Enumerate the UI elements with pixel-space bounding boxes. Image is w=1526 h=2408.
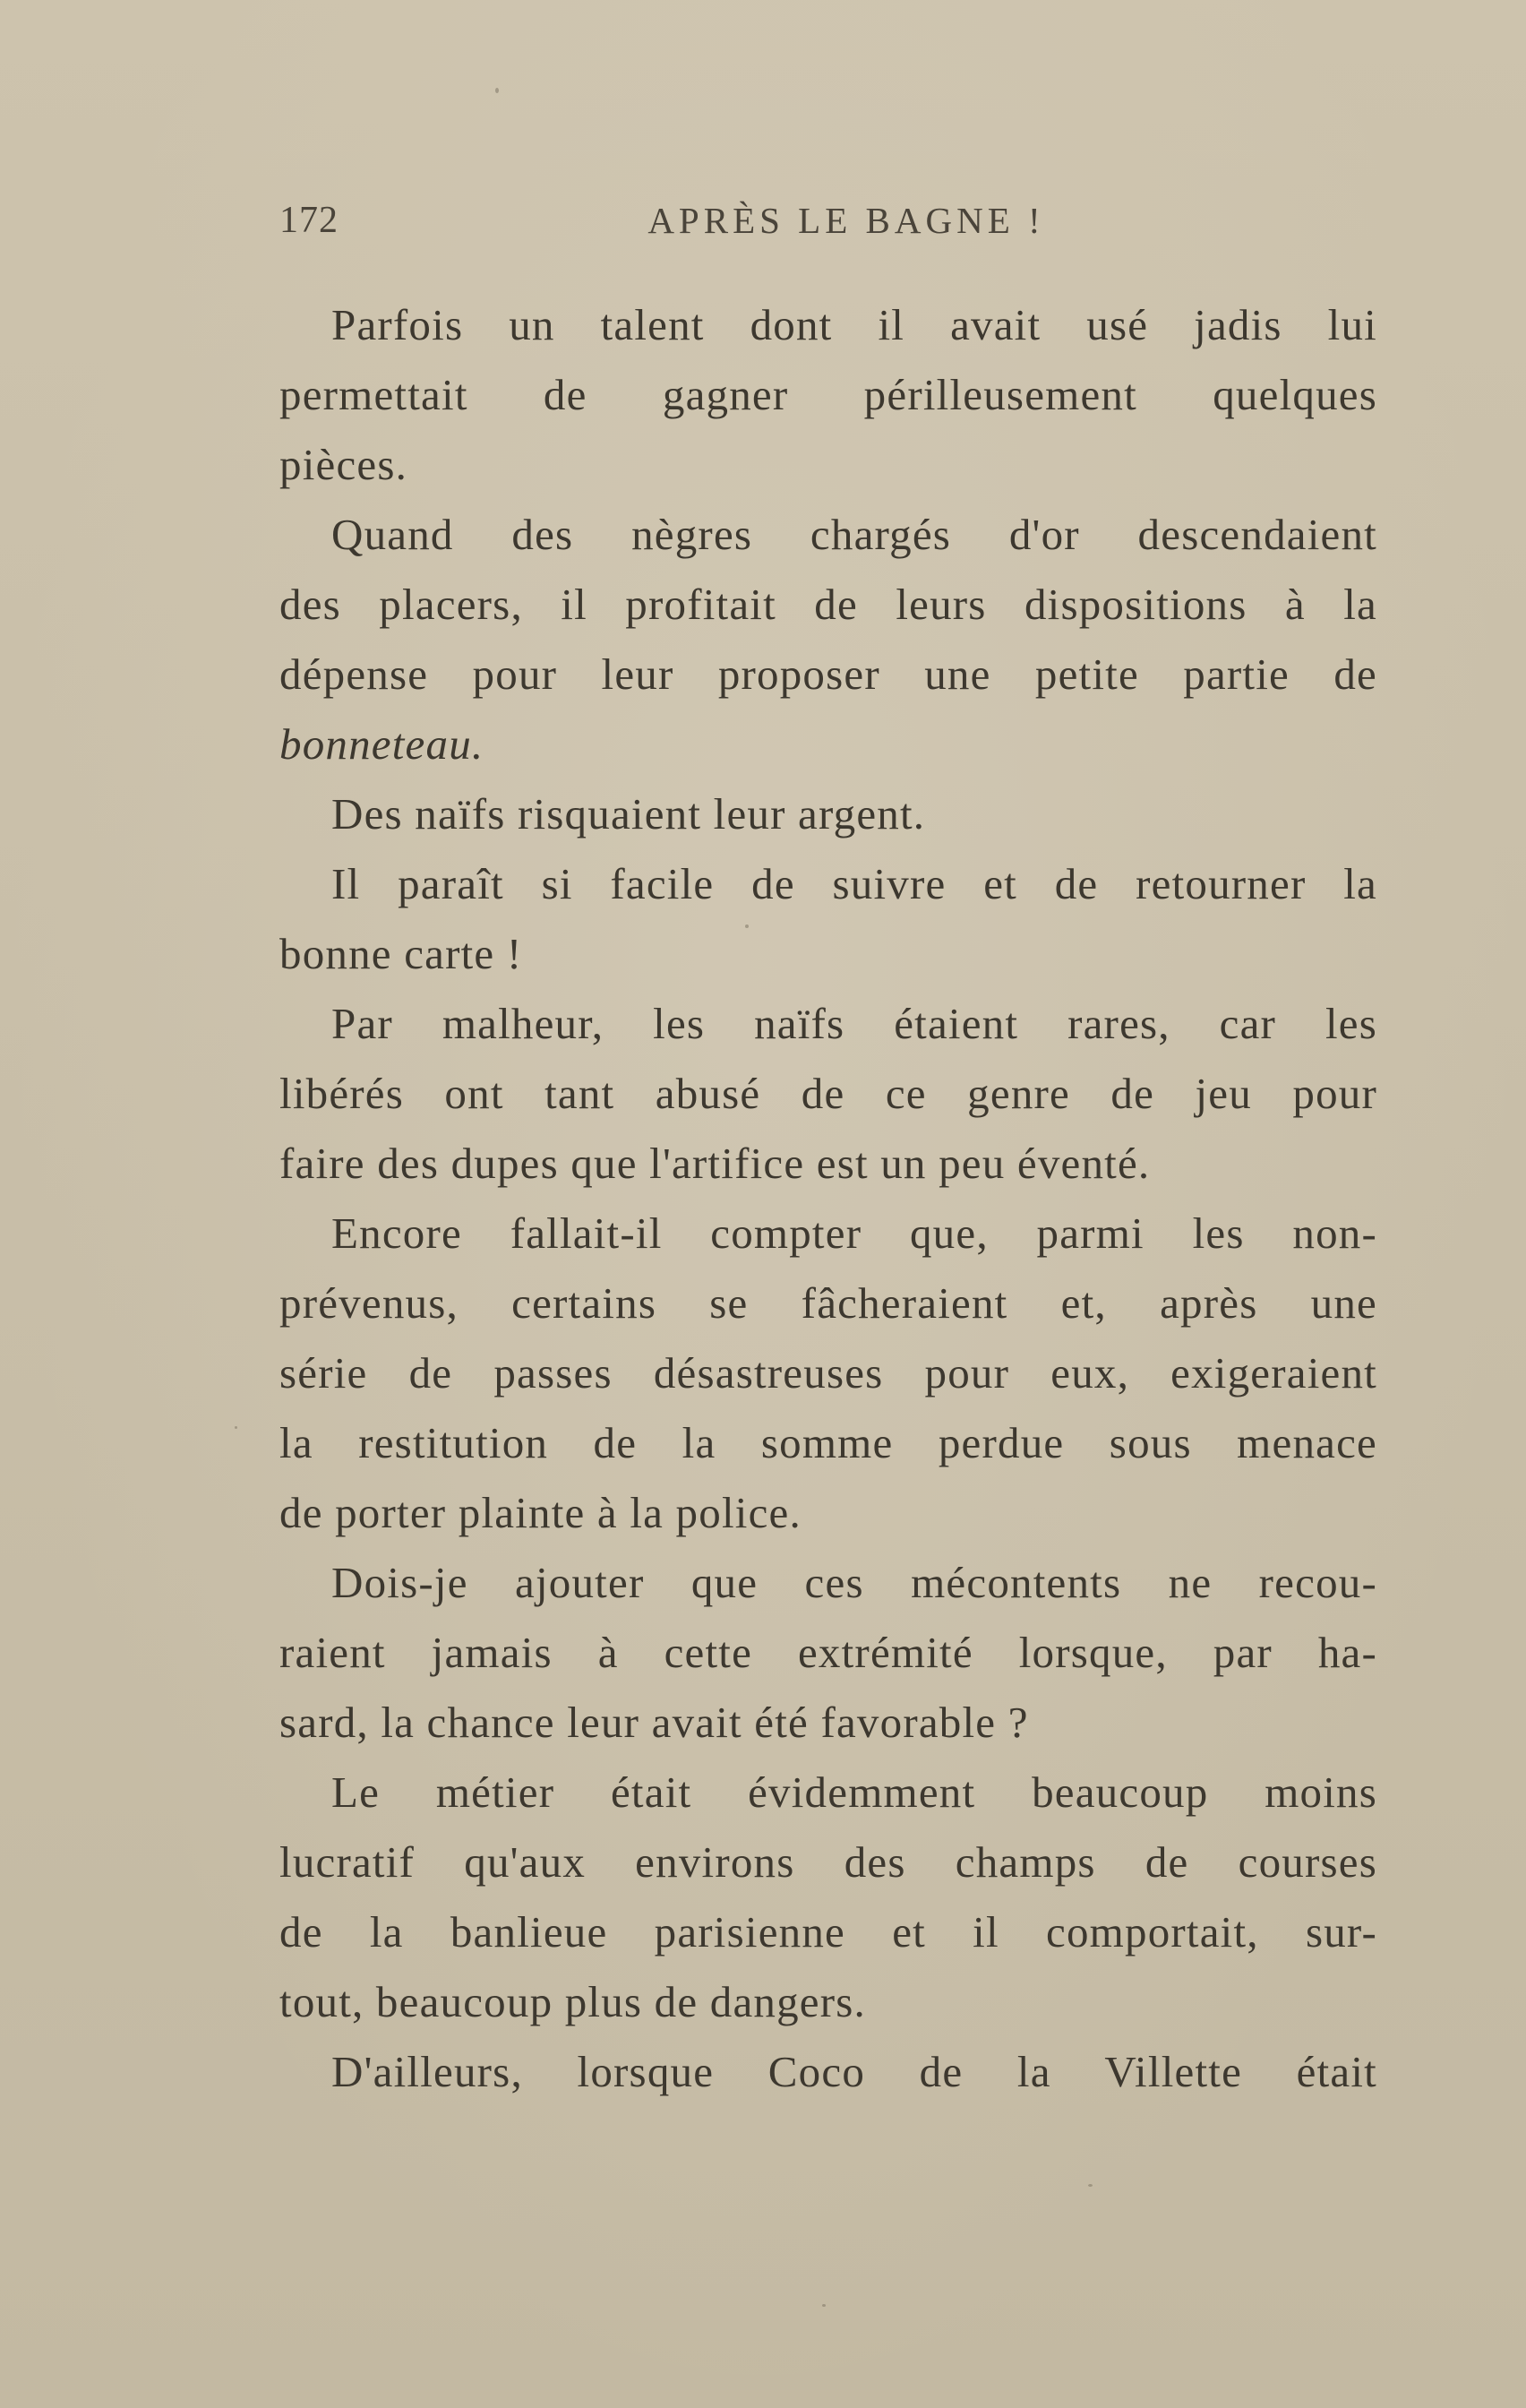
text-line: tout, beaucoup plus de dangers. [279, 1977, 866, 2026]
page-number: 172 [279, 200, 339, 241]
text-line: prévenus, certains se fâcheraient et, après une [279, 1278, 1377, 1328]
running-head [279, 199, 1377, 253]
text-line: pièces. [279, 440, 408, 489]
text-line: Le métier était évidemment beaucoup moins [331, 1767, 1377, 1817]
text-line: raient jamais à cette extrémité lorsque, par ha- [279, 1628, 1377, 1677]
text-line: Il paraît si facile de suivre et de retourner la [331, 859, 1377, 908]
text-line: dépense pour leur proposer une petite partie de [279, 649, 1377, 699]
paper-speck [745, 924, 749, 928]
running-title: APRÈS LE BAGNE ! [647, 200, 1045, 241]
paper-speck [235, 1426, 237, 1429]
text-line: D'ailleurs, lorsque Coco de la Villette était [331, 2047, 1377, 2096]
text-line: Par malheur, les naïfs étaient rares, car les [331, 999, 1377, 1048]
text-line: lucratif qu'aux environs des champs de courses [279, 1837, 1377, 1887]
body-text [279, 290, 1377, 2107]
paper-speck [822, 2304, 826, 2307]
text-line: Parfois un talent dont il avait usé jadis lui [331, 300, 1377, 349]
text-line: de la banlieue parisienne et il comportait, sur- [279, 1907, 1377, 1956]
paper-speck [495, 88, 499, 93]
text-line: libérés ont tant abusé de ce genre de jeu pour [279, 1069, 1377, 1118]
text-line: des placers, il profitait de leurs dispositions à la [279, 580, 1377, 629]
text-line: Quand des nègres chargés d'or descendaient [331, 510, 1377, 559]
text-line: la restitution de la somme perdue sous menace [279, 1418, 1377, 1467]
text-line: Encore fallait-il compter que, parmi les non- [331, 1208, 1377, 1258]
text-line: faire des dupes que l'artifice est un peu éventé. [279, 1139, 1151, 1188]
text-line: permettait de gagner périlleusement quelques [279, 370, 1377, 419]
text-line: bonne carte ! [279, 929, 523, 978]
text-line: série de passes désastreuses pour eux, exigeraient [279, 1348, 1377, 1398]
text-line: Dois-je ajouter que ces mécontents ne recou- [331, 1558, 1377, 1607]
text-line: de porter plainte à la police. [279, 1488, 802, 1537]
text-line: bonneteau. [279, 719, 484, 769]
text-line: sard, la chance leur avait été favorable ? [279, 1698, 1029, 1747]
paper-speck [1088, 2184, 1093, 2187]
text-line: Des naïfs risquaient leur argent. [331, 789, 926, 838]
